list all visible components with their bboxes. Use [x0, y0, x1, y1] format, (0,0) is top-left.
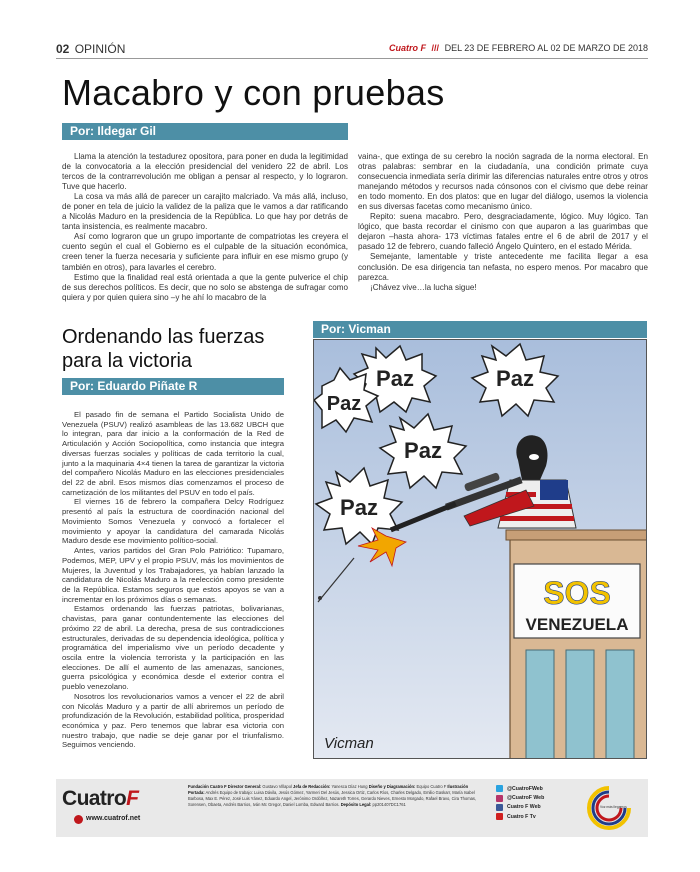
article1-paragraph: Estimo que la finalidad real está orientada a que la gente pulverice el chip de sus derechos políticos. Es decir, que no solo se abstenga de sufragar como quiera y por quien quiera sino –y he ahí lo macabro de la [62, 272, 348, 302]
credit-label: Jefa de Redacción: [293, 784, 331, 789]
credit-value: Equipo Cuatro F [416, 784, 447, 789]
emblem-logo [586, 785, 632, 831]
article2-paragraph: Antes, varios partidos del Gran Polo Patriótico: Tupamaro, Podemos, MEP, UPV y el propio PSUV, más los movimientos de Mujeres, la Juventud y los Trabajadores, ya habían lanzado la candidatura de Nicolás Maduro a la reelección como presidente de la República. Estamos seguros que estos apoyos se van a incrementar en los próximos días o semanas. [62, 546, 284, 604]
article2-byline: Por: Eduardo Piñate R [62, 378, 284, 395]
header-brand: Cuatro F [389, 43, 427, 53]
social-handle: Cuatro F Tv [507, 813, 536, 820]
paz-text: Paz [376, 366, 414, 391]
article1-column-2 [358, 152, 648, 293]
social-item-facebook[interactable] [496, 803, 576, 812]
credit-label: Fundación Cuatro F Director General: [188, 784, 262, 789]
paz-text: Paz [404, 438, 442, 463]
banner-sos-text: SOS [543, 575, 611, 611]
editorial-cartoon [313, 339, 647, 759]
article2-paragraph: El pasado fin de semana el Partido Socialista Unido de Venezuela (PSUV) realizó asambleas de las 13.682 UBCH que lo integran, para dar inicio a la conformación de la Red de Articulación y Acción Sociopolítica, como instancia que integra diversas fuerzas sociales y políticas de cada territorio la cual, junto a la maquinaria 4×4 tienen la tarea de garantizar la victoria del compañero Nicolás Maduro en las elecciones presidenciales del 22 de abril. Esos mismos días comenzamos el proceso de carnetización de los militantes del PSUV en todo el país. [62, 410, 284, 497]
article2-paragraph: El viernes 16 de febrero la compañera Delcy Rodríguez presentó al país la estructura de coordinación nacional del Movimiento Somos Venezuela y convocó a fortalecer el movimiento y apoyar la candidatura del camarada Nicolás Maduro desde ese movimiento político-social. [62, 497, 284, 546]
banner-venezuela-text: VENEZUELA [525, 615, 629, 634]
article1-byline: Por: Ildegar Gil [62, 123, 348, 140]
social-handle: @CuatroF Web [507, 795, 545, 802]
instagram-icon [496, 795, 503, 802]
credit-value: Gustavo Villapol [262, 784, 292, 789]
article1-paragraph: Repito: suena macabro. Pero, desgraciadamente, lógico. Muy lógico. Tan lógico, que basta recordar el cinismo con que auparon a las guarimbas que dejaron –hasta ahora- 173 víctimas fatales entre el 6 de abril de 2017 y el pasado 12 de febrero, cuando falleció Ángelo Quintero, en el estado Mérida. [358, 212, 648, 252]
section-label [56, 42, 125, 56]
header-divider [56, 58, 648, 59]
page-number: 02 [56, 42, 70, 56]
article1-closing: ¡Chávez vive…la lucha sigue! [370, 282, 477, 292]
paz-text: Paz [496, 366, 534, 391]
cartoon-illustration [314, 340, 647, 759]
logo-word: Cuatro [62, 787, 127, 810]
youtube-icon [496, 813, 503, 820]
credit-value: Yanesca Díaz Hung [331, 784, 368, 789]
credit-label: Depósito Legal: [340, 802, 372, 807]
social-item-youtube[interactable] [496, 812, 576, 821]
social-links [496, 784, 576, 822]
artist-signature: Vicman [324, 735, 374, 752]
page-footer [56, 779, 648, 837]
twitter-icon [496, 785, 503, 792]
article1-paragraph: La cosa va más allá de parecer un carajito malcriado. Va más allá, incluso, de poner en tela de juicio la validez de la paliza que le vamos a dar ratificando a Nicolás Maduro en la presidencia de la República. Lo que hay por detrás de tanta insistencia, es realmente macabro. [62, 192, 348, 232]
social-item-instagram[interactable] [496, 793, 576, 802]
globe-icon [74, 815, 83, 824]
social-handle: Cuatro F Web [507, 804, 541, 811]
issue-line [389, 43, 648, 53]
article1-paragraph: Así como lograron que un grupo importante de compatriotas les creyera el cuento según el cual el Gobierno es el culpable de la situación económica, creen tener la fuerza necesaria y suficiente para influir en ese mismo grupo (y también en otros), para lavarles el cerebro. [62, 232, 348, 272]
credit-label: Diseño y Diagramación: [368, 784, 416, 789]
section-name: OPINIÓN [74, 42, 126, 56]
logo-f: F [126, 787, 139, 810]
page-header [56, 42, 648, 58]
social-handle: @CuatroFWeb [507, 785, 543, 792]
logo-text [62, 787, 138, 811]
article1-paragraph: Semejante, lamentable y triste antecedente me facilita llegar a esa conclusión. De esa dirigencia tan nefasta, no espero menos. Por macabro que parezca. [358, 252, 648, 282]
header-separator: /// [431, 43, 440, 53]
paz-text: Paz [326, 393, 362, 415]
social-item-twitter[interactable] [496, 784, 576, 793]
cuatrof-logo [62, 787, 174, 827]
sos-banner [514, 564, 640, 638]
emblem-text: Voz más llegamos [600, 805, 627, 809]
credit-value: pp201407DC1761 [372, 802, 406, 807]
article1-paragraph: vaina-, que extinga de su cerebro la noción sagrada de la norma electoral. En otras palabras: sembrar en la ciudadanía, una condición primate cuya consecuencia inmediata sería dirimir las diferencias naturales entre otros y otros manejando métodos y recursos nada cónsonos con el civismo que debe reinar en todo momento. En dos platos: que en lugar del diálogo, usemos la violencia en sus diversas facetas como mecanismo único. [358, 152, 648, 212]
issue-date: DEL 23 DE FEBRERO AL 02 DE MARZO DE 2018 [444, 43, 648, 53]
article1-paragraph: Llama la atención la testadurez opositora, para poner en duda la legitimidad de la convocatoria a la elección presidencial del venidero 22 de abril. Los tercos de la contrarrevolución me obligan a pensar al respecto, y lo lograron. Tuve que hacerlo. [62, 152, 348, 192]
masthead-credits [188, 784, 478, 808]
credit-value: Andrés Equipo de trabajo: Luisa Dávila, Jesús Gómez, Yarmeri Del Jesús, Jessica Ortiz, Carlos Ríos, Charles Delgado, Emilio Gaskarr, María Isabel Barbosa, Max E. Pérez, José Luis Yánez, Eduardo Angel, Jerónimo Ordóñez, Nazareth Torres, Gerardo Nieves, Ernesto Morgado, Rafael Bravo, Cira Thomas, Sorensen, Obaeta, Andrés Barrios, Iván Mc Gregor, Daniel Lomba, Edward Barrios. [188, 790, 477, 807]
website-link[interactable]: www.cuatrof.net [86, 815, 141, 822]
article1-column-1 [62, 152, 348, 303]
cartoon-byline: Por: Vicman [313, 321, 647, 338]
facebook-icon [496, 804, 503, 811]
article2-paragraph: Estamos ordenando las fuerzas patriotas, bolivarianas, chavistas, para ganar contundentemente las elecciones del próximo 22 de abril. La derecha, presa de sus contradicciones estructurales, derivadas de su dependencia ideológica, política y programática del imperialismo vive un período decadente y oscila entre la violencia terrorista y la participación en las elecciones. De allí el aumento de las amenazas, sanciones, guerra psicológica y económica desde el exterior contra el pueblo venezolano. [62, 604, 284, 692]
article2-column [62, 410, 284, 750]
article1-title: Macabro y con pruebas [62, 72, 445, 113]
article2-title: Ordenando las fuerzas para la victoria [62, 326, 265, 372]
article2-paragraph: Nosotros los revolucionarios vamos a vencer el 22 de abril con Nicolás Maduro y a partir de allí abriremos un período de profundización de la Revolución, estabilidad política, prosperidad económica y paz. Pero tenemos que labrar esa victoria con nuestro trabajo, que nadie se deje ganar por el triunfalismo. Seguimos venciendo. [62, 691, 284, 750]
paz-text: Paz [340, 495, 378, 520]
credit-label: Ilustración Portada: [188, 784, 469, 795]
